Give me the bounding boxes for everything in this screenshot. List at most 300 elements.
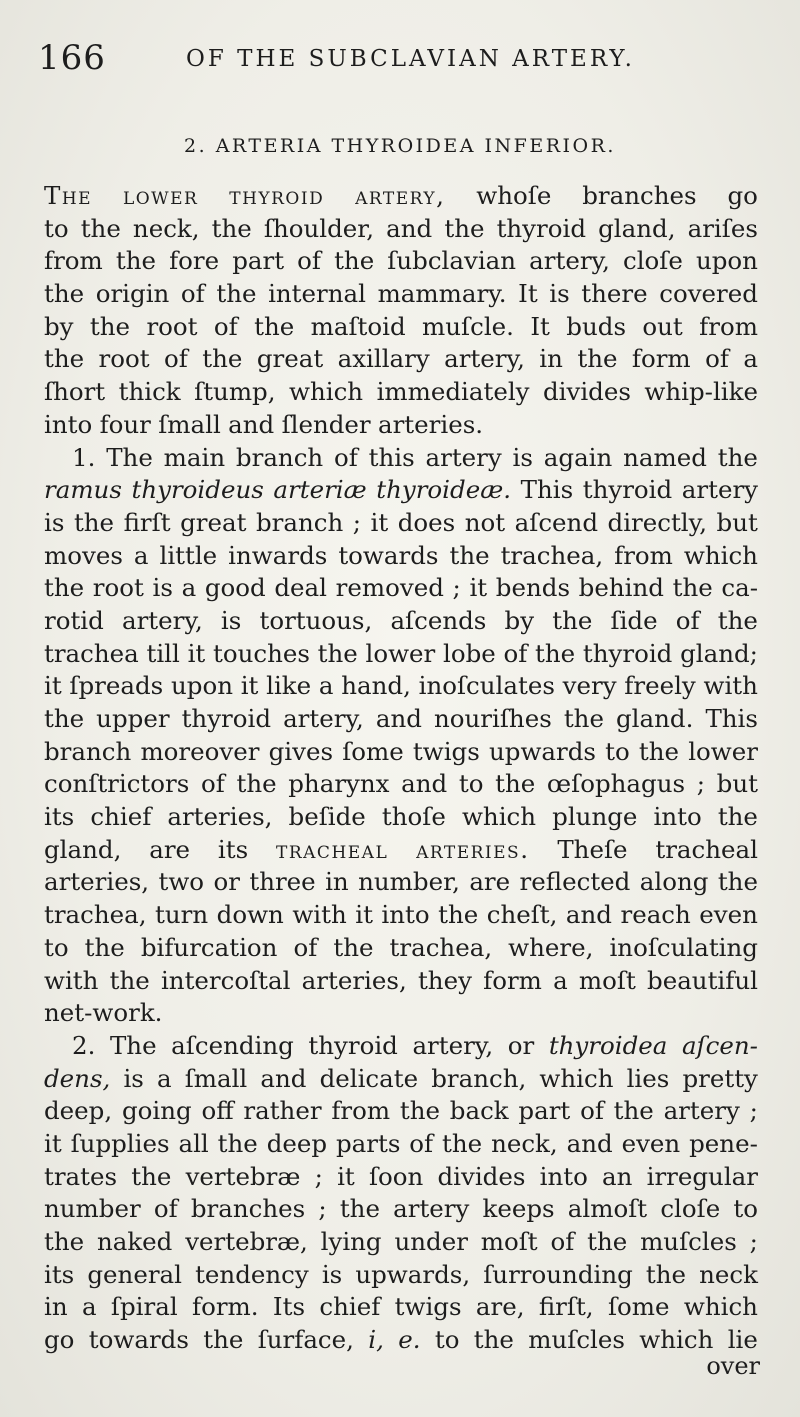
word: moſt — [480, 1227, 538, 1256]
word: the — [115, 246, 156, 276]
word: thyroid — [496, 213, 587, 243]
word: The — [109, 1030, 157, 1060]
word: reach — [620, 900, 691, 930]
word: upper — [96, 704, 170, 733]
word: or — [507, 1030, 535, 1060]
word: upon — [695, 246, 758, 276]
word: artery — [681, 475, 758, 505]
word: artery, — [412, 1030, 494, 1060]
word: part — [518, 1096, 571, 1126]
catchword: over — [706, 1352, 760, 1380]
word: it — [355, 900, 373, 930]
word: is — [512, 442, 533, 472]
word: which — [683, 540, 758, 570]
word: which — [539, 1063, 614, 1093]
text-line — [44, 507, 758, 540]
word: ſhoulder, — [263, 213, 375, 243]
word: or — [213, 867, 240, 897]
word: muſcle. — [422, 311, 514, 341]
word: moſt — [578, 965, 636, 995]
word: there — [581, 279, 648, 309]
word: upwards, — [355, 1259, 471, 1289]
word: artery — [663, 1096, 740, 1126]
word: tracheal — [655, 834, 758, 864]
word: root — [146, 311, 198, 341]
word: from — [614, 540, 673, 570]
text-line — [44, 376, 758, 409]
word: ; — [352, 507, 361, 537]
word: ſhort — [44, 377, 106, 407]
word: touches — [212, 638, 310, 668]
word: the — [438, 900, 479, 930]
word: immediately — [376, 377, 530, 407]
word: from — [44, 246, 103, 276]
text-line — [44, 1030, 758, 1063]
word: ſmall — [158, 409, 221, 439]
word: pene- — [689, 1128, 758, 1158]
word: thyroideæ. — [376, 475, 512, 505]
word: moreover — [140, 736, 260, 766]
word: out — [642, 311, 683, 341]
word: divides — [542, 377, 631, 407]
word: thyroid — [229, 181, 325, 210]
word: gives — [268, 736, 334, 766]
word: œſophagus — [546, 769, 686, 799]
word: the — [216, 279, 257, 309]
word: the — [217, 1128, 258, 1158]
word: lying — [320, 1227, 382, 1256]
word: artery — [393, 1194, 470, 1224]
word: gland; — [680, 638, 758, 668]
word: of — [297, 246, 321, 276]
word: it — [44, 1128, 62, 1158]
word: the — [203, 1325, 244, 1355]
word: deep, — [44, 1096, 113, 1126]
word: neck — [699, 1259, 758, 1289]
word: number, — [358, 867, 460, 897]
text-line — [44, 670, 758, 703]
word: of — [153, 1194, 178, 1224]
word: the — [339, 1194, 380, 1224]
word: the — [317, 638, 358, 668]
word: two — [158, 867, 205, 897]
word: a — [318, 671, 334, 701]
text-line — [44, 572, 758, 605]
word: the — [44, 344, 85, 374]
word: are — [149, 834, 191, 864]
word: form — [631, 344, 691, 374]
word: neck, — [491, 1128, 558, 1158]
word: an — [602, 1161, 633, 1191]
word: which — [289, 377, 364, 407]
word: but — [716, 507, 758, 537]
word: the — [334, 246, 375, 276]
word: by — [504, 605, 535, 635]
word: the — [399, 1096, 440, 1126]
word: it — [370, 507, 389, 537]
word: chief — [90, 802, 152, 832]
word: gland, — [598, 213, 676, 243]
word: dens, — [44, 1063, 111, 1093]
word: upwards — [488, 736, 596, 766]
word: the — [202, 344, 243, 374]
word: of — [580, 1096, 604, 1126]
word: the — [473, 1325, 514, 1355]
word: axillary — [337, 344, 430, 374]
word: the — [44, 279, 85, 309]
word: firſt — [123, 507, 171, 537]
word: is — [152, 573, 173, 603]
word: the — [672, 573, 713, 603]
word: trachea, — [389, 932, 493, 962]
word: from — [331, 1096, 391, 1126]
word: branch, — [431, 1063, 527, 1093]
word: covered — [659, 279, 758, 309]
word: along — [639, 867, 709, 897]
text-line — [44, 801, 758, 834]
word: trachea, — [500, 540, 604, 570]
word: firſt, — [538, 1292, 594, 1322]
word: again — [543, 442, 613, 472]
word: where, — [508, 932, 594, 962]
word: ramus — [44, 475, 122, 505]
word: ; — [749, 1096, 758, 1126]
word: with — [44, 965, 99, 995]
word: the — [552, 605, 593, 635]
word: the — [563, 704, 604, 733]
word: good — [204, 573, 266, 603]
word: rotid — [44, 605, 104, 635]
word: tendency — [195, 1259, 309, 1289]
word: the — [645, 1259, 687, 1289]
word: ; — [696, 769, 705, 799]
word: arteriæ — [273, 475, 367, 505]
word: to — [434, 1325, 460, 1355]
word: cheſt, — [486, 900, 558, 930]
word: naked — [96, 1227, 173, 1256]
word: reflected — [519, 867, 631, 897]
word: four — [99, 409, 151, 439]
word: is — [549, 279, 570, 309]
word: even — [621, 1128, 681, 1158]
word: branch — [235, 442, 324, 472]
text-line — [44, 932, 758, 965]
text-line — [44, 1128, 758, 1161]
word: the — [442, 1128, 483, 1158]
word: fore — [169, 246, 220, 276]
word: a — [133, 540, 149, 570]
word: even — [699, 900, 758, 930]
word: thyroid — [582, 475, 673, 505]
word: muſcles — [640, 1227, 737, 1256]
word: the — [211, 213, 252, 243]
word: number — [44, 1194, 141, 1224]
word: of — [293, 932, 318, 962]
text-line — [44, 965, 758, 998]
word: gland. — [616, 704, 694, 733]
word: hand, — [341, 671, 411, 701]
word: with — [703, 671, 758, 701]
word: down — [216, 900, 284, 930]
word: arteries. — [416, 834, 530, 864]
word: vertebræ, — [185, 1227, 308, 1256]
word: great — [180, 507, 247, 537]
word: the — [44, 573, 85, 603]
text-line — [44, 180, 758, 213]
word: the — [717, 605, 758, 635]
word: tracheal — [276, 834, 389, 864]
word: all — [178, 1128, 209, 1158]
word: 1. — [72, 442, 96, 472]
word: lower — [122, 181, 199, 210]
word: it — [469, 573, 488, 603]
word: ſubclavian — [387, 246, 517, 276]
word: the — [577, 344, 618, 374]
text-line — [44, 1095, 758, 1128]
text-line — [44, 1324, 758, 1357]
word: ; — [452, 573, 461, 603]
word: thyroid — [582, 638, 673, 668]
word: into — [44, 409, 93, 439]
word: thyroid — [181, 704, 272, 733]
word: parts — [335, 1128, 401, 1158]
word: branches — [582, 181, 697, 210]
word: its — [217, 834, 249, 864]
word: the — [444, 213, 485, 243]
word: bifurcation — [140, 932, 278, 962]
text-line — [44, 343, 758, 376]
word: inoſculating — [609, 932, 758, 962]
word: a — [81, 1292, 97, 1322]
word: of — [334, 442, 358, 472]
word: The — [106, 442, 153, 472]
word: it — [187, 638, 206, 668]
word: arteries, — [167, 802, 273, 832]
word: in — [325, 867, 349, 897]
word: form — [483, 965, 542, 995]
word: of — [705, 344, 729, 374]
word: The — [44, 181, 93, 210]
word: mammary. — [377, 279, 507, 309]
word: going — [121, 1096, 192, 1126]
word: is — [321, 1259, 343, 1289]
word: removed — [335, 573, 444, 603]
word: artery, — [444, 344, 525, 374]
word: to — [733, 1194, 758, 1224]
word: great — [256, 344, 324, 374]
word: branch — [44, 736, 132, 766]
word: little — [159, 540, 218, 570]
word: root — [92, 573, 144, 603]
page-header — [38, 36, 760, 86]
word: ſome — [607, 1292, 670, 1322]
word: with — [292, 900, 347, 930]
word: of — [675, 605, 700, 635]
word: the — [717, 442, 758, 472]
word: form. — [192, 1292, 259, 1322]
word: bends — [495, 573, 571, 603]
text-line — [44, 1259, 758, 1292]
word: the — [131, 1161, 172, 1191]
word: rather — [243, 1096, 322, 1126]
word: neck, — [132, 213, 200, 243]
word: ſome — [342, 736, 404, 766]
word: twigs — [412, 736, 480, 766]
word: artery, — [355, 181, 446, 210]
word: deal — [274, 573, 327, 603]
word: named — [623, 442, 707, 472]
word: and — [401, 769, 448, 799]
word: ſupplies — [70, 1128, 170, 1158]
word: arteries, — [301, 965, 407, 995]
word: vertebræ — [185, 1161, 301, 1191]
word: ſmall — [184, 1063, 248, 1093]
word: not — [464, 507, 506, 537]
word: and — [565, 900, 612, 930]
word: the — [535, 638, 576, 668]
text-line — [44, 474, 758, 507]
word: till — [146, 638, 180, 668]
word: of — [213, 311, 238, 341]
word: the — [236, 769, 277, 799]
word: beautiful — [647, 965, 758, 995]
text-line — [44, 866, 758, 899]
body-text — [44, 180, 758, 1357]
word: irregular — [646, 1161, 758, 1191]
text-line — [44, 1193, 758, 1226]
word: which — [683, 1292, 758, 1322]
text-line — [44, 1291, 758, 1324]
word: lower — [688, 736, 758, 766]
word: a — [181, 573, 197, 603]
word: the — [449, 540, 490, 570]
word: the — [333, 932, 374, 962]
word: the — [73, 507, 115, 537]
word: the — [717, 802, 758, 832]
word: cloſe — [660, 1194, 721, 1224]
word: the — [44, 1227, 85, 1256]
word: deep — [266, 1128, 328, 1158]
word: intercoſtal — [160, 965, 291, 995]
word: go — [44, 1325, 75, 1355]
word: ſoon — [368, 1161, 424, 1191]
text-line — [44, 245, 758, 278]
text-line — [44, 311, 758, 344]
word: its — [44, 1259, 75, 1289]
word: almoſt — [567, 1194, 648, 1224]
word: Its — [272, 1292, 306, 1322]
word: i, — [368, 1325, 384, 1355]
word: its — [44, 802, 75, 832]
word: ſurrounding — [483, 1259, 633, 1289]
word: inoſculates — [418, 671, 555, 701]
word: directly, — [607, 507, 708, 537]
word: pretty — [682, 1063, 758, 1093]
word: which — [461, 802, 537, 832]
word: and — [566, 1128, 613, 1158]
word: trates — [44, 1161, 118, 1191]
word: and — [260, 1063, 307, 1093]
word: of — [200, 769, 225, 799]
word: root — [98, 344, 150, 374]
text-line — [44, 638, 758, 671]
word: artery, — [529, 246, 610, 276]
text-line — [44, 899, 758, 932]
word: thyroid — [308, 1030, 398, 1060]
text-line — [44, 540, 758, 573]
word: nouriſhes — [434, 704, 552, 733]
word: ; — [749, 1227, 758, 1256]
text-line — [44, 1063, 758, 1096]
word: are — [469, 867, 511, 897]
word: is — [44, 507, 65, 537]
word: 2. — [72, 1030, 96, 1060]
word: tortuous, — [259, 605, 373, 635]
word: thoſe — [381, 802, 446, 832]
word: the — [254, 311, 295, 341]
word: lies — [626, 1063, 670, 1093]
word: from — [699, 311, 758, 341]
text-line — [44, 834, 758, 867]
word: branches — [190, 1194, 306, 1224]
word: and — [375, 704, 422, 733]
word: it — [337, 1161, 355, 1191]
word: part — [232, 246, 285, 276]
word: the — [89, 311, 131, 341]
text-line — [44, 703, 758, 736]
word: thick — [118, 377, 181, 407]
text-line — [44, 278, 758, 311]
word: into — [653, 802, 702, 832]
word: maſtoid — [310, 311, 406, 341]
word: three — [249, 867, 316, 897]
word: is — [220, 605, 242, 635]
word: does — [397, 507, 456, 537]
word: muſcles — [528, 1325, 625, 1355]
word: aſcending — [171, 1030, 294, 1060]
word: aſcen- — [681, 1030, 758, 1060]
word: the — [613, 1096, 654, 1126]
word: very — [562, 671, 617, 701]
word: turn — [155, 900, 209, 930]
word: go — [727, 181, 758, 210]
word: whoſe — [476, 181, 552, 210]
word: arteries, — [44, 867, 150, 897]
section-title: 2. ARTERIA THYROIDEA INFERIOR. — [184, 135, 616, 157]
word: branch — [255, 507, 344, 537]
word: net-work. — [44, 998, 163, 1028]
word: a — [743, 344, 758, 374]
word: lie — [727, 1325, 758, 1355]
word: of — [503, 638, 528, 668]
text-line — [44, 768, 758, 801]
word: This — [520, 475, 574, 505]
word: the — [80, 213, 121, 243]
word: are, — [475, 1292, 525, 1322]
word: but — [716, 769, 758, 799]
word: and — [228, 409, 275, 439]
word: of — [164, 344, 188, 374]
word: the — [717, 867, 758, 897]
word: thyroidea — [548, 1030, 668, 1060]
word: like — [266, 671, 312, 701]
word: of — [550, 1227, 575, 1256]
word: beſide — [288, 802, 366, 832]
word: plunge — [552, 802, 638, 832]
page-number: 166 — [38, 38, 106, 78]
word: towards — [338, 540, 439, 570]
word: twigs — [394, 1292, 462, 1322]
